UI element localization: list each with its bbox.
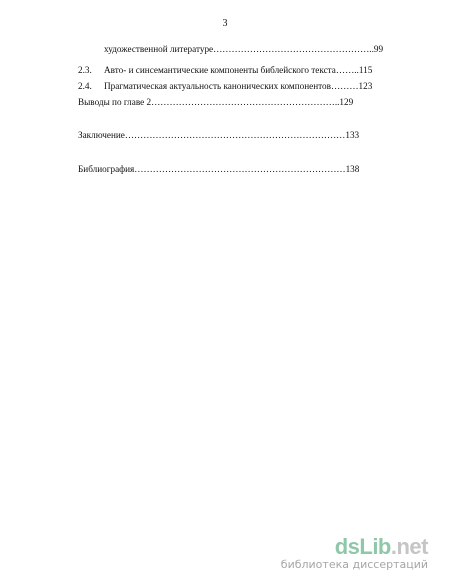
watermark-logo: dsLib.net [334,534,428,559]
toc-entry: Выводы по главе 2……………………………………………………..129 [78,97,354,107]
toc-entry: Прагматическая актуальность канонических компонентов………123 [104,81,373,91]
toc-entry: Библиография……………………………………………………………138 [78,164,360,174]
toc-entry-continuation: художественной литературе……………………………………………..99 [104,44,384,54]
watermark-caption: библиотека диссертаций [280,558,428,571]
toc-entry: Заключение………………………………………………………………133 [78,130,360,140]
toc-entry-number: 2.3. [78,65,92,75]
watermark [240,534,440,574]
toc-entry: Авто- и синсемантические компоненты библейского текста……..115 [104,65,373,75]
page-number: 3 [222,18,228,29]
toc-entry-number: 2.4. [78,81,92,91]
